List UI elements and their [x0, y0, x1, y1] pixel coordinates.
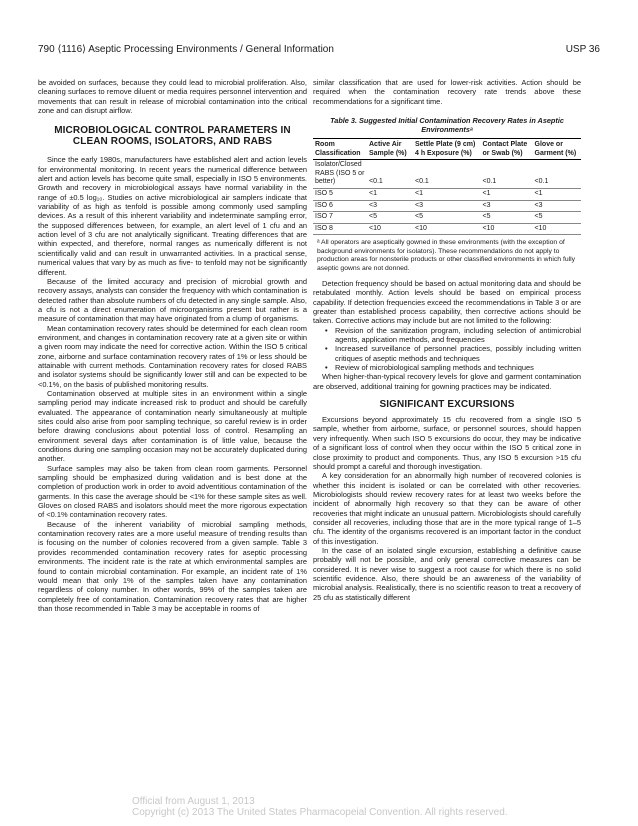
- table-cell: <1: [367, 189, 413, 201]
- list-item-text: Revision of the sanitization program, including selection of antimicrobial agents, application methods, and frequencies: [335, 325, 581, 345]
- table-cell: <10: [533, 223, 581, 235]
- table-header-cell: Contact Plate or Swab (%): [480, 139, 532, 160]
- list-item: [327, 344, 581, 363]
- table-cell: <1: [480, 189, 532, 201]
- list-item: [327, 326, 581, 345]
- bullet-icon: •: [325, 325, 328, 335]
- paragraph: Excursions beyond approximately 15 cfu recovered from a single ISO 5 sample, whether from airborne, surface, or personnel sources, should happen very infrequently. When such ISO 5 excursions do occur, they may be indicative of a significant loss of control when they occur within the ISO 5 critical zone in close proximity to product and components. Thus, any ISO 5 excursion >15 cfu should prompt a careful and thorough investigation.: [313, 415, 581, 471]
- section-heading: SIGNIFICANT EXCURSIONS: [379, 399, 515, 411]
- table-cell: ISO 7: [313, 212, 367, 224]
- table-cell: <5: [367, 212, 413, 224]
- table-row: [313, 160, 581, 189]
- copyright-watermark: [132, 796, 552, 818]
- list-item-text: Review of microbiological sampling methods and techniques: [335, 363, 534, 373]
- list-item: [327, 363, 581, 372]
- table-cell: ISO 5: [313, 189, 367, 201]
- bullet-icon: •: [325, 363, 328, 373]
- table-cell: <0.1: [413, 160, 480, 189]
- table-header-cell: Settle Plate (9 cm) 4 h Exposure (%): [413, 139, 480, 160]
- list-item-text: Increased surveillance of personnel practices, possibly including written critiques of aseptic methods and techniques: [335, 344, 581, 363]
- bullet-icon: •: [325, 344, 328, 354]
- paragraph: Detection frequency should be based on actual monitoring data and should be retabulated monthly. Action levels should be based on empirical process capability. If detection frequencies exceed the recommendations in Table 3 or are greater than established process capability, then corrective actions should be taken. Corrective actions may include but are not limited to the following:: [313, 279, 581, 326]
- table-cell: <0.1: [533, 160, 581, 189]
- table-cell: <0.1: [367, 160, 413, 189]
- table-cell: <0.1: [480, 160, 532, 189]
- table-cell: <5: [533, 212, 581, 224]
- paragraph: Since the early 1980s, manufacturers have established alert and action levels for environmental monitoring. In recent years the numerical difference between alert and action levels has become quite small, especially in ISO 5 environments. Growth and recovery in microbiological assays have normal variability in the range of ±0.5 log₁₀. Studies on active microbiological air samplers indicate that variability of as high as tenfold is possible among commonly used sampling devices. As a result of this inherent variability and indeterminate sampling error, the supposed differences between, for example, an alert level of 1 cfu and an action level of 3 cfu are not analytically significant. Treating differences that are within expected, and therefore, normal ranges as numerically different is not scientifically valid and can result in unwarranted activities. In a practical sense, numerical values that vary by as much as five- to tenfold may not be significantly different.: [38, 155, 307, 277]
- table-cell: <10: [413, 223, 480, 235]
- paragraph: In the case of an isolated single excursion, establishing a definitive cause probably will not be possible, and only general corrective measures can be considered. It is never wise to suggest a root cause for which there is no solid scientific evidence. Also, there should be an awareness of the variability of microbial analysis. Realistically, there is no scientific reason to treat a recovery of 25 cfu as statistically different: [313, 545, 581, 602]
- table-cell: ISO 6: [313, 200, 367, 212]
- paragraph: Because of the limited accuracy and precision of microbial growth and recovery assays, analysts can consider the frequency with which contamination is detected rather than absolute numbers of cfu detected in any single sample. Also, a cfu is not a direct enumeration of microorganisms present but rather is a measure of contamination that may have originated from a clump of organisms.: [38, 276, 307, 324]
- table-cell: <1: [533, 189, 581, 201]
- table-cell: <3: [413, 200, 480, 212]
- paragraph: Contamination observed at multiple sites in an environment within a single sampling period may indicate increased risk to product and should be carefully evaluated. The appearance of contamination nearly simultaneously at multiple sites could also arise from poor sampling technique, so careful review is in order before drawing conclusions about potential loss of control. Resampling an environment several days after contamination is of little value, because the conditions during one sampling occasion may not be accurately duplicated during another.: [38, 388, 307, 464]
- table-row: [313, 223, 581, 235]
- table-header-cell: Glove or Garment (%): [533, 139, 581, 160]
- paragraph: Because of the inherent variability of microbial sampling methods, contamination recovery rates are a more useful measure of trending results than is focusing on the number of colonies recovered from a given sample. Table 3 provides recommended contamination recovery rates for aseptic processing environments. The incident rate is the rate at which environmental samples are found to contain microbial contamination. For example, an incident rate of 1% would mean that only 1% of the samples taken have any contamination regardless of colony number. In other words, 99% of the samples taken are completely free of contamination. Contamination recovery rates that are higher than those recommended in Table 3 may be acceptable in rooms of: [38, 519, 307, 613]
- paragraph: be avoided on surfaces, because they could lead to microbial proliferation. Also, cleaning surfaces to remove diluent or media requires personnel intervention and movements that can result in release of microbial contamination into the critical zone and can disrupt airflow.: [38, 78, 307, 116]
- publication-label: USP 36: [565, 44, 600, 55]
- table-cell: <3: [533, 200, 581, 212]
- table-header-row: [313, 139, 581, 160]
- table-cell: <5: [413, 212, 480, 224]
- table-cell: Isolator/Closed RABS (ISO 5 or better): [313, 160, 367, 189]
- running-head: 790 ⟨1116⟩ Aseptic Processing Environments / General Information: [38, 44, 334, 55]
- section-heading: MICROBIOLOGICAL CONTROL PARAMETERS IN CLEAN ROOMS, ISOLATORS, AND RABS: [54, 125, 291, 148]
- paragraph: Surface samples may also be taken from clean room garments. Personnel sampling should be emphasized during validation and is best done at the completion of production work in order to avoid adventitious contamination of the garments. In this case the average should be <1% for these sample sites as well. Gloves on closed RABS and isolators should meet the more rigorous expectation of <0.1% contamination recovery rates.: [38, 463, 307, 520]
- recovery-rates-table: [313, 138, 581, 235]
- official-date: Official from August 1, 2013: [132, 796, 255, 807]
- table-row: [313, 200, 581, 212]
- paragraph: A key consideration for an abnormally high number of recovered colonies is whether this incident is isolated or can be correlated with other recoveries. Microbiologists should review recovery rates for at least two weeks before the incident of abnormally high recovery so that they can be aware of other recoveries that might indicate an unusual pattern. Microbiologists should carefully consider all recoveries, including those that are in the more typical range of 1–5 cfu. The identity of the organisms recovered is an important factor in the conduct of this investigation.: [313, 471, 581, 546]
- left-column: [38, 78, 307, 613]
- table-row: [313, 212, 581, 224]
- table-cell: <1: [413, 189, 480, 201]
- table-row: [313, 189, 581, 201]
- table-cell: <3: [480, 200, 532, 212]
- table-cell: <5: [480, 212, 532, 224]
- table-cell: ISO 8: [313, 223, 367, 235]
- page-header: [38, 43, 600, 57]
- table-header-cell: Room Classification: [313, 139, 367, 160]
- table-cell: <10: [367, 223, 413, 235]
- table-cell: <3: [367, 200, 413, 212]
- table-title: Table 3. Suggested Initial Contamination Recovery Rates in Aseptic Environmentsᵃ: [330, 116, 564, 135]
- copyright-notice: Copyright (c) 2013 The United States Pharmacopeial Convention. All rights reserved.: [132, 807, 508, 818]
- corrective-actions-list: [313, 326, 581, 373]
- paragraph: similar classification that are used for lower-risk activities. Action should be required when the contamination recovery rate trends above these recommendations for a significant time.: [313, 78, 581, 106]
- paragraph: Mean contamination recovery rates should be determined for each clean room environment, and changes in contamination recovery rate at a given site or within a given room may indicate the need for corrective action. Within the ISO 5 critical zone, airborne and surface contamination recovery rates of 1% or less should be attainable with current methods. Contamination recovery rates for closed RABS and isolator systems should be significantly lower still and can be expected to be <0.1%, on the basis of published monitoring results.: [38, 323, 307, 389]
- right-column: [313, 78, 581, 602]
- table-cell: <10: [480, 223, 532, 235]
- paragraph: When higher-than-typical recovery levels for glove and garment contamination are observed, additional training for gowning practices may be indicated.: [313, 372, 581, 391]
- table-footnote: ᵃ All operators are aseptically gowned in these environments (with the exception of background environments for isolators). These recommendations do not apply to production areas for nonsterile products or other classified environments in which fully aseptic gowns are not donned.: [317, 239, 576, 272]
- table-header-cell: Active Air Sample (%): [367, 139, 413, 160]
